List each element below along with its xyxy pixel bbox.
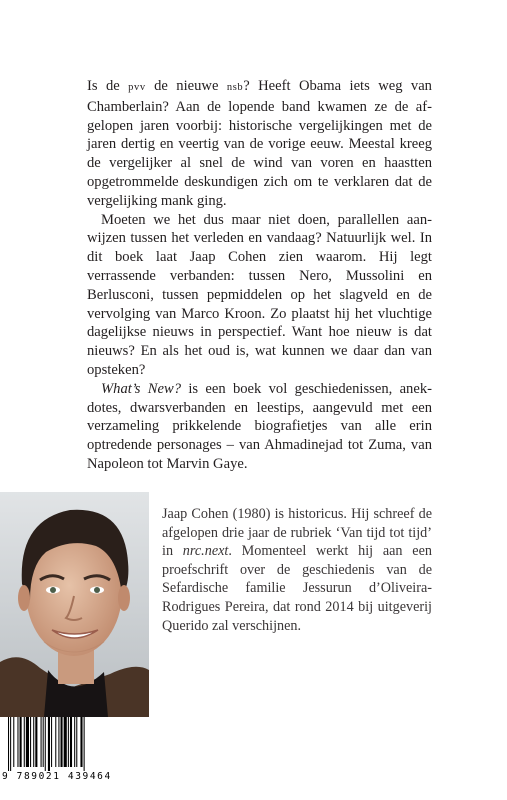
blurb-text: Is de (87, 78, 129, 94)
barcode-bar (24, 717, 25, 767)
barcode-bar (55, 717, 56, 767)
barcode-bar (58, 717, 59, 767)
barcode-bar (51, 717, 52, 767)
barcode-bar (61, 717, 63, 767)
book-title: What’s New? (101, 380, 182, 397)
barcode-bar (45, 717, 46, 771)
barcode-bar (26, 717, 29, 767)
blurb-paragraph-2: Moeten we het dus maar niet doen, parallellen aanwijzen tussen het verleden en vandaag? Natuurlijk wel. In dit boek laat Jaap Cohen zien waarom. Hij legt verrassende verbanden: tussen Nero, Mussolini en Berlusconi, tussen pepmiddelen op het slagveld en de vervolging van Marco Kroon. Zo plaatst hij het vluchtige dagelijkse nieuws in perspectief. Want hoe nieuw is dat nieuws? En als het oud is, wat kunnen we daar dan van opsteken? (87, 211, 432, 378)
barcode-bar (33, 717, 34, 767)
barcode-bar (64, 717, 67, 767)
publication-name: nrc.next (182, 543, 229, 560)
party-acronym-nsb: nsb (226, 82, 244, 93)
barcode-bar (43, 717, 44, 767)
author-photo (0, 492, 149, 717)
barcode-bar (30, 717, 31, 767)
isbn-number: 9 789021 439464 (2, 771, 112, 782)
barcode-bar (10, 717, 11, 771)
author-bio-text: . Momenteel werkt hij aan een proefschrift over de geschiedenis van de Sefardische familie Jessurun d’Oliveira-Rodrigues Pereira, dat rond 2014 bij uitgeverij Querido zal verschijnen. (162, 543, 432, 634)
barcode-bar (76, 717, 77, 767)
blurb-paragraph-3 (87, 380, 432, 474)
author-bio (162, 505, 432, 635)
barcode (0, 717, 132, 800)
blurb-text: de nieuwe (145, 78, 227, 94)
barcode-bar (84, 717, 85, 771)
barcode-bar (48, 717, 50, 771)
barcode-bar (8, 717, 9, 771)
barcode-bar (20, 717, 22, 767)
back-cover-blurb (87, 77, 432, 474)
author-bio-paragraph (162, 505, 432, 635)
barcode-bar (17, 717, 18, 767)
barcode-bar (13, 717, 14, 767)
barcode-bar (80, 717, 82, 767)
party-acronym-pvv: pvv (128, 82, 146, 93)
barcode-bar (74, 717, 75, 767)
author-bio-text: Jaap Cohen (1980) is historicus. Hij schreef de afgelopen drie jaar de rubriek ‘Van tijd tot tijd’ in (162, 506, 432, 560)
barcode-bar (35, 717, 37, 767)
blurb-text: is een boek vol geschiedenissen, anekdotes, dwarsverbanden en leestips, aangevuld met een verzameling prikkelende biografietjes van alle erin optredende personages – van Ahmadinejad tot Zuma, van Napoleon tot Marvin Gaye. (87, 380, 433, 472)
blurb-text: ? Heeft Obama iets weg van Chamberlain? Aan de lopende band kwamen ze de afgelopen jaren voorbij: historische vergelijkingen met de jaren dertig en veertig van de vorige eeuw. Meestal kreeg de vergelijker al snel de wind van voren en haastten opgetrommelde deskundigen zich om te verklaren dat de vergelijking mank ging. (87, 78, 432, 209)
barcode-bar (70, 717, 72, 767)
barcode-bar (41, 717, 42, 767)
barcode-graphic (0, 717, 132, 771)
barcode-bar (68, 717, 69, 767)
blurb-paragraph-1 (87, 77, 432, 211)
